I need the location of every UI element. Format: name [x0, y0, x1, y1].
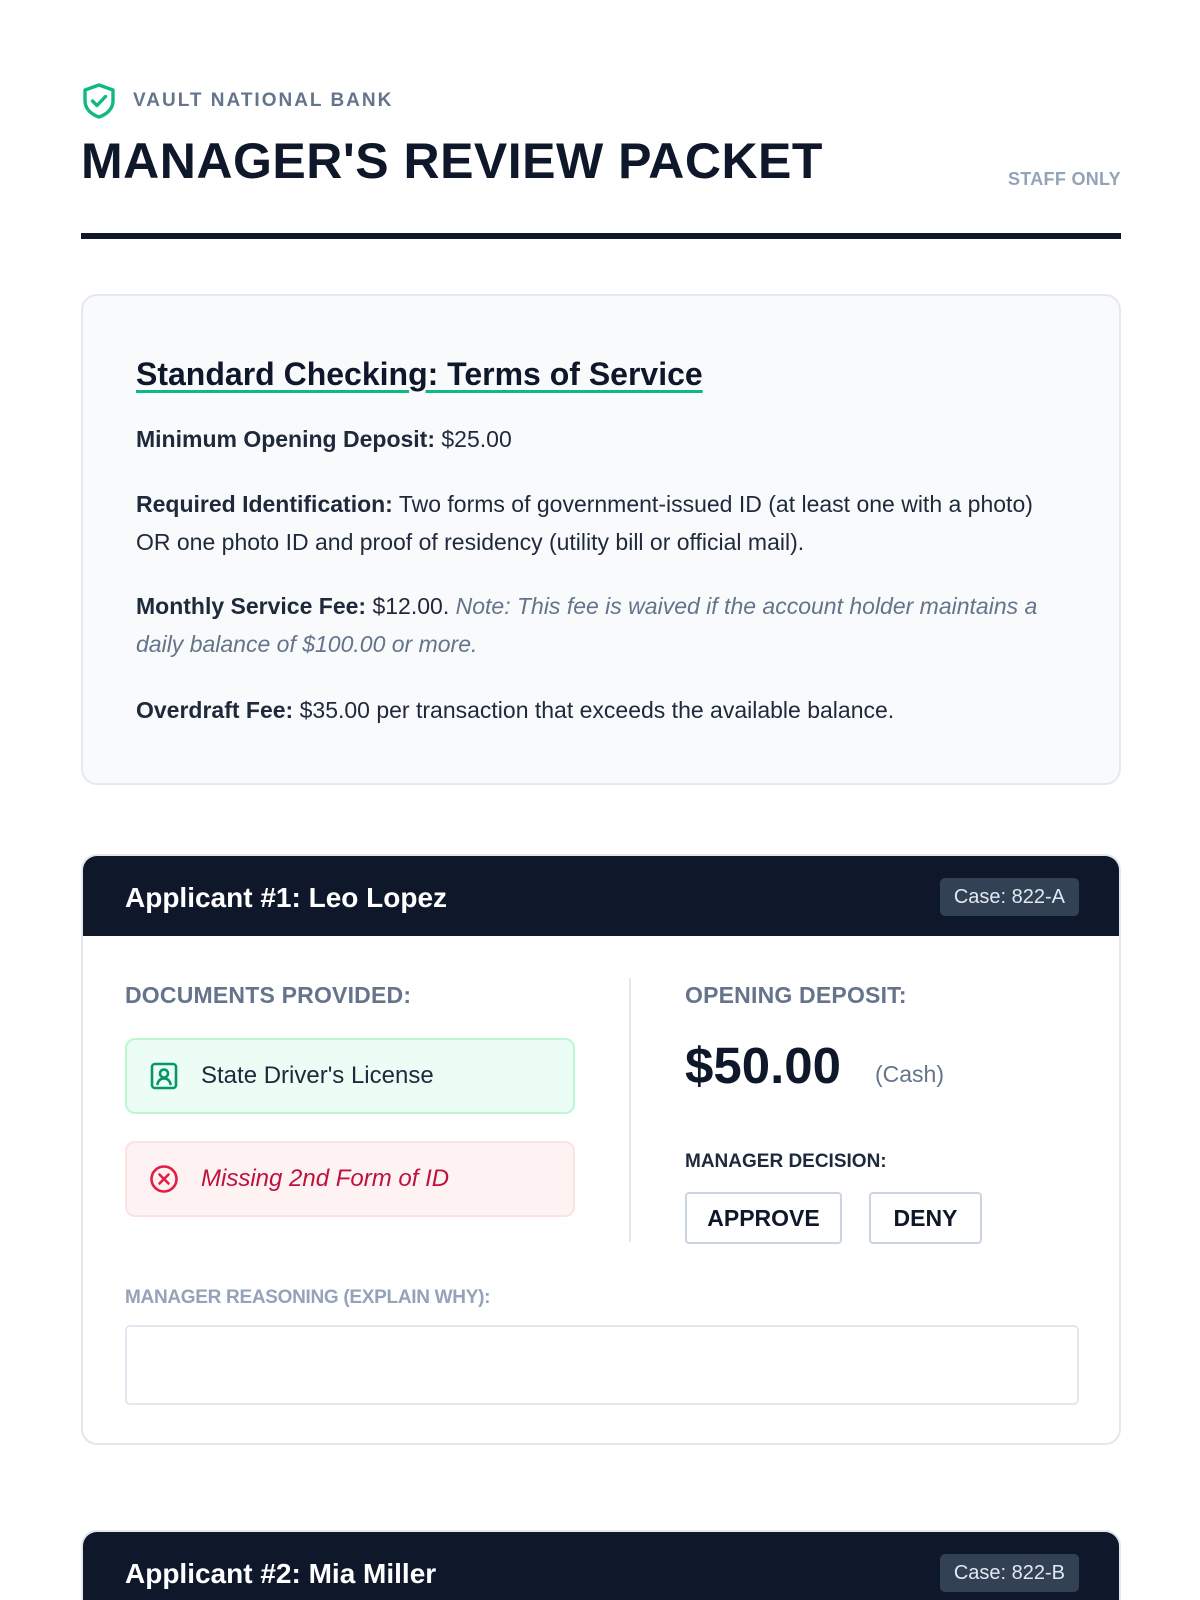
title-divider — [81, 233, 1121, 239]
term-label: Overdraft Fee: — [136, 697, 294, 723]
deposit-label: OPENING DEPOSIT: — [685, 982, 907, 1008]
term-value: $25.00 — [441, 426, 512, 452]
term-overdraft-fee — [136, 691, 1056, 729]
staff-only-label: STAFF ONLY — [1007, 169, 1121, 189]
applicant-card — [81, 1530, 1121, 1600]
term-value: $35.00 per transaction that exceeds the available balance. — [299, 697, 895, 723]
term-required-identification — [136, 485, 1056, 561]
term-monthly-fee — [136, 587, 1056, 663]
term-label: Minimum Opening Deposit: — [136, 426, 435, 452]
term-value: Two forms of government-issued ID (at least one with a photo) OR one photo ID and proof of residency (utility bill or official mail). — [136, 491, 1033, 555]
shield-check-icon — [81, 82, 117, 120]
decision-label: MANAGER DECISION: — [685, 1151, 887, 1172]
x-circle-icon — [149, 1164, 179, 1194]
term-value: $12.00. — [372, 593, 450, 619]
approve-button[interactable]: APPROVE — [685, 1192, 842, 1244]
document-text: Missing 2nd Form of ID — [201, 1165, 450, 1192]
deposit-amount: $50.00 — [685, 1037, 841, 1094]
applicant-header — [83, 856, 1119, 936]
id-card-icon — [149, 1061, 179, 1091]
terms-title: Standard Checking: Terms of Service — [136, 356, 703, 392]
deny-button[interactable]: DENY — [869, 1192, 982, 1244]
term-minimum-deposit — [136, 420, 1056, 458]
applicant-card — [81, 854, 1121, 1445]
term-label: Required Identification: — [136, 491, 393, 517]
documents-label: DOCUMENTS PROVIDED: — [125, 982, 412, 1008]
case-badge: Case: 822-B — [940, 1554, 1079, 1592]
reasoning-label: MANAGER REASONING (EXPLAIN WHY): — [125, 1287, 491, 1308]
term-label: Monthly Service Fee: — [136, 593, 367, 619]
brand-name: VAULT NATIONAL BANK — [133, 90, 394, 111]
page-title: MANAGER'S REVIEW PACKET — [81, 133, 823, 189]
document-missing — [125, 1141, 575, 1217]
applicant-name: Applicant #1: Leo Lopez — [125, 882, 448, 913]
terms-of-service-card — [81, 294, 1121, 785]
reasoning-input[interactable] — [125, 1325, 1079, 1405]
document-text: State Driver's License — [201, 1062, 434, 1089]
case-badge: Case: 822-A — [940, 878, 1079, 916]
column-divider — [629, 978, 631, 1242]
term-note: Note: This fee is waived if the account holder maintains a daily balance of $100.00 or more. — [136, 593, 1038, 657]
applicant-header — [83, 1532, 1119, 1600]
document-provided — [125, 1038, 575, 1114]
applicant-name: Applicant #2: Mia Miller — [125, 1558, 437, 1589]
deposit-method: (Cash) — [875, 1061, 945, 1087]
brand-row — [81, 82, 393, 120]
